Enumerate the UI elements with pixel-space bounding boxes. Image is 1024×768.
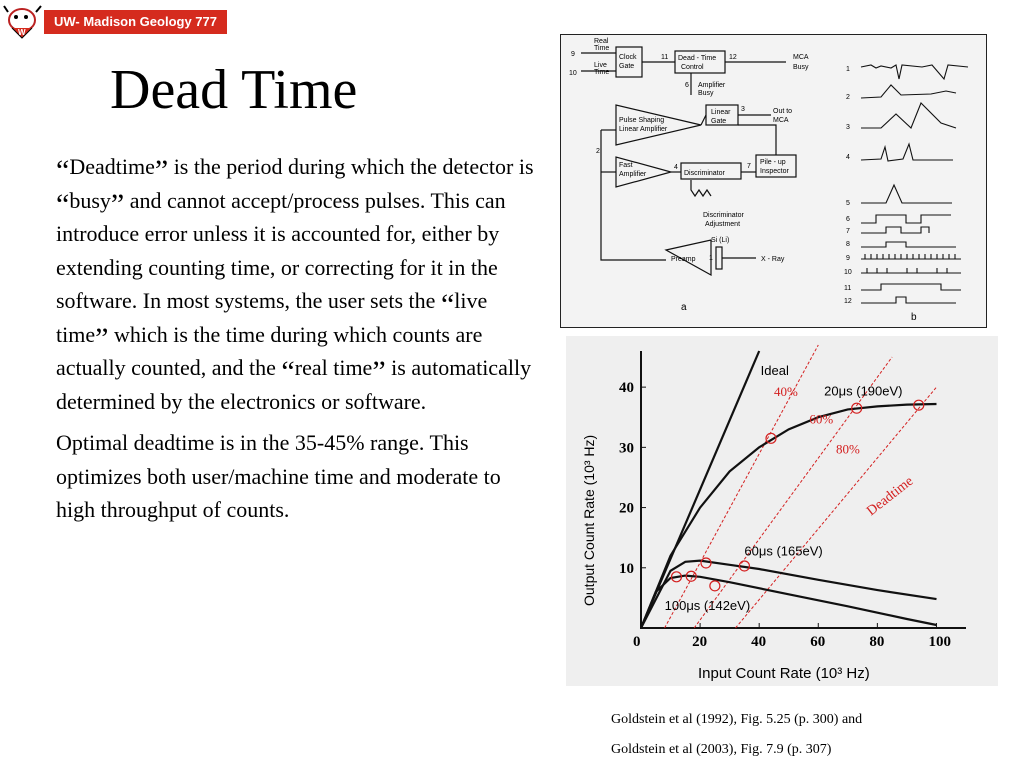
y-tick-label: 30 (619, 440, 634, 457)
caption-line-2: Goldstein et al (2003), Fig. 7.9 (p. 307) (611, 742, 832, 757)
svg-text:9: 9 (846, 255, 850, 262)
svg-text:MCA: MCA (793, 54, 809, 61)
deadtime-percent-label: 60% (809, 411, 834, 427)
svg-text:Adjustment: Adjustment (705, 221, 741, 228)
svg-text:Linear Amplifier: Linear Amplifier (619, 126, 668, 133)
svg-text:Control: Control (681, 64, 704, 71)
svg-text:2: 2 (846, 94, 850, 101)
svg-text:6: 6 (846, 216, 850, 223)
svg-text:4: 4 (674, 164, 678, 171)
svg-text:7: 7 (846, 228, 850, 235)
svg-text:Fast: Fast (619, 162, 633, 169)
svg-text:7: 7 (747, 163, 751, 170)
curve-label: 60μs (165eV) (744, 543, 823, 559)
course-badge: UW- Madison Geology 777 (44, 10, 227, 34)
svg-text:Time: Time (594, 45, 610, 52)
x-tick-label: 100 (928, 634, 951, 650)
detector-block-diagram (560, 34, 987, 328)
y-tick-label: 10 (619, 560, 634, 577)
svg-text:Gate: Gate (619, 63, 635, 70)
svg-text:Pulse Shaping: Pulse Shaping (619, 117, 665, 124)
svg-text:Si (Li): Si (Li) (711, 237, 730, 244)
svg-text:9: 9 (571, 51, 575, 58)
chart-y-label: Output Count Rate (10³ Hz) (581, 434, 597, 606)
optimal-paragraph: Optimal deadtime is in the 35-45% range. This optimizes both user/machine time and moderate to high throughput of counts. (56, 430, 501, 522)
curve-label: Ideal (760, 363, 789, 379)
svg-text:10: 10 (569, 70, 577, 77)
svg-text:Clock: Clock (619, 54, 637, 61)
svg-text:W: W (18, 28, 26, 37)
deadtime-marker (710, 581, 720, 591)
svg-text:Busy: Busy (793, 64, 809, 71)
svg-text:8: 8 (846, 241, 850, 248)
deadtime-percent-label: 40% (773, 384, 798, 400)
svg-text:11: 11 (661, 54, 669, 61)
svg-text:1: 1 (709, 255, 713, 262)
chart-axes (641, 351, 966, 628)
svg-text:Live: Live (594, 62, 607, 69)
deadtime-chart (566, 336, 998, 686)
svg-text:11: 11 (844, 285, 852, 292)
svg-text:1: 1 (846, 66, 850, 73)
svg-text:Discriminator: Discriminator (703, 212, 744, 219)
x-tick-label: 0 (633, 634, 641, 650)
svg-text:Amplifier: Amplifier (698, 82, 726, 89)
y-tick-label: 20 (619, 500, 634, 517)
svg-text:Time: Time (594, 69, 610, 76)
svg-text:Inspector: Inspector (760, 168, 789, 175)
svg-text:Preamp: Preamp (671, 256, 696, 263)
y-tick-label: 40 (619, 380, 634, 397)
svg-text:MCA: MCA (773, 117, 789, 124)
svg-text:Out to: Out to (773, 108, 793, 115)
svg-text:4: 4 (846, 154, 850, 161)
svg-text:a: a (681, 302, 687, 313)
deadtime-label: Deadtime (864, 473, 917, 520)
svg-text:5: 5 (846, 200, 850, 207)
svg-text:Discriminator: Discriminator (684, 170, 725, 177)
svg-text:b: b (911, 312, 917, 323)
x-tick-label: 20 (692, 634, 708, 650)
deadtime-paragraph: “Deadtime” is the period during which the detector is “busy” and cannot accept/process pulses. This can introduce error unless it is accounted for, either by extending counting time, or correcting for it in the software. In most systems, the user sets the “live time” which is the time during which counts are actually counted, and the “real time” is automatically determined by the electronics or software. (56, 154, 534, 414)
svg-text:2: 2 (596, 148, 600, 155)
svg-text:6: 6 (685, 82, 689, 89)
svg-text:Amplifier: Amplifier (619, 171, 647, 178)
x-tick-label: 40 (751, 634, 767, 650)
chart-x-label: Input Count Rate (10³ Hz) (698, 665, 870, 682)
real-time-label: Real (594, 38, 609, 45)
svg-text:12: 12 (844, 298, 852, 305)
curve-label: 100μs (142eV) (664, 597, 751, 613)
deadtime-percent-label: 80% (836, 441, 860, 457)
svg-text:3: 3 (741, 106, 745, 113)
svg-text:10: 10 (844, 269, 852, 276)
badger-mascot-icon (2, 2, 44, 42)
deadtime-line (736, 387, 937, 628)
curve-label: 20μs (190eV) (824, 383, 903, 399)
svg-text:Pile - up: Pile - up (760, 159, 786, 166)
slide-body (56, 150, 541, 535)
caption-line-1: Goldstein et al (1992), Fig. 5.25 (p. 300) and (611, 712, 863, 727)
x-tick-label: 60 (810, 634, 826, 650)
svg-text:X - Ray: X - Ray (761, 256, 785, 263)
svg-text:Linear: Linear (711, 109, 731, 116)
trace-numbers (844, 66, 852, 305)
svg-text:3: 3 (846, 124, 850, 131)
svg-text:12: 12 (729, 54, 737, 61)
svg-text:Busy: Busy (698, 90, 714, 97)
x-tick-label: 80 (869, 634, 885, 650)
svg-text:Dead - Time: Dead - Time (678, 55, 717, 62)
svg-text:Gate: Gate (711, 118, 727, 125)
slide-title: Dead Time (110, 59, 358, 121)
